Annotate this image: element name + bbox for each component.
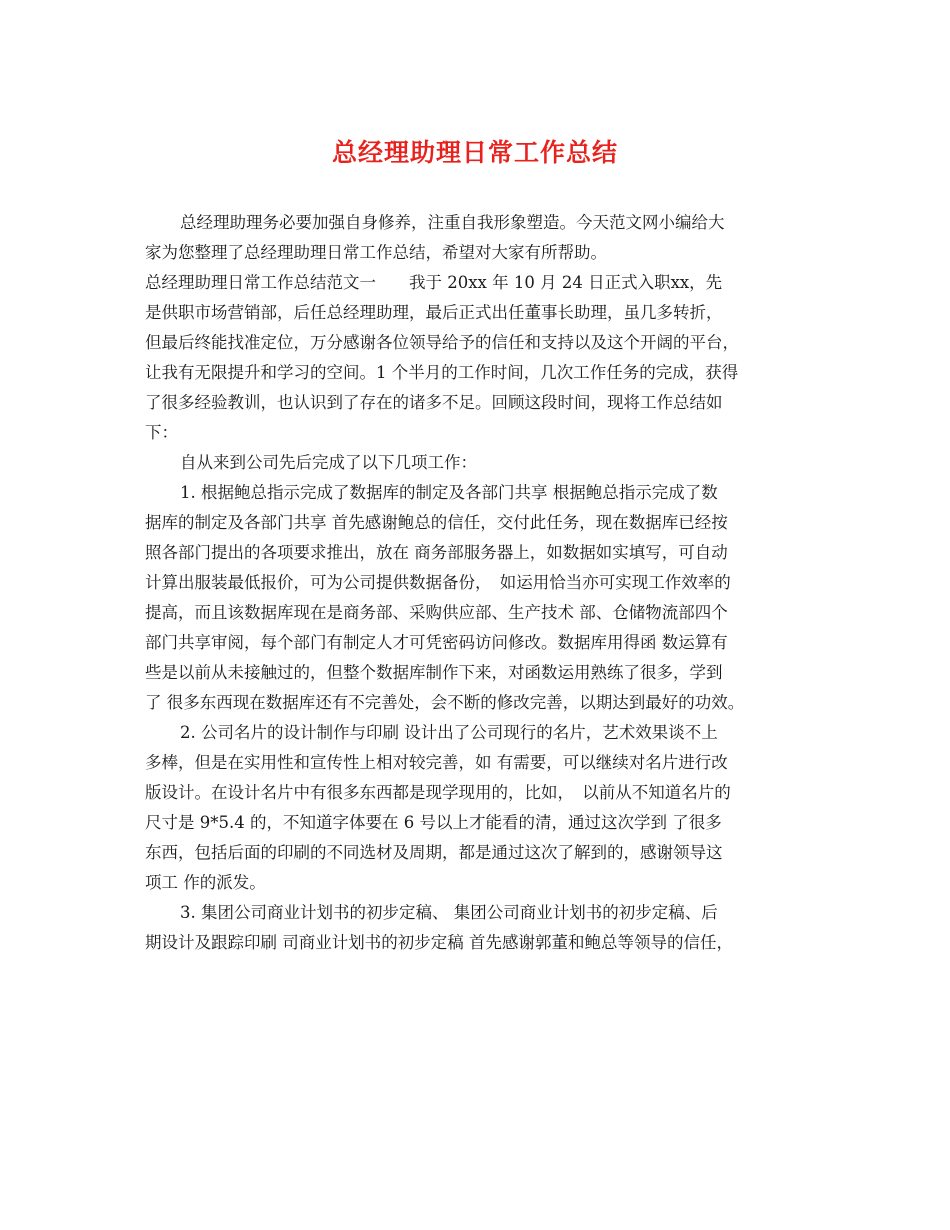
document-body bbox=[145, 208, 815, 958]
text-line: 3. 集团公司商业计划书的初步定稿、 集团公司商业计划书的初步定稿、后 bbox=[180, 903, 718, 922]
text-line: 但最后终能找准定位，万分感谢各位领导给予的信任和支持以及这个开阔的平台， bbox=[145, 333, 739, 352]
text-line: 是供职市场营销部，后任总经理助理，最后正式出任董事长助理，虽几多转折， bbox=[145, 303, 723, 322]
text-line: 总经理助理务必要加强自身修养，注重自我形象塑造。今天范文网小编给大 bbox=[180, 213, 725, 232]
text-line: 些是以前从未接触过的，但整个数据库制作下来，对函数运用熟练了很多，学到 bbox=[145, 663, 723, 682]
document-title: 总经理助理日常工作总结 bbox=[331, 138, 618, 167]
text-line: 家为您整理了总经理助理日常工作总结，希望对大家有所帮助。 bbox=[145, 243, 607, 262]
text-line: 下： bbox=[145, 423, 178, 442]
text-line: 东西，包括后面的印刷的不同选材及周期，都是通过这次了解到的，感谢领导这 bbox=[145, 843, 723, 862]
text-line: 多棒，但是在实用性和宣传性上相对较完善，如 有需要，可以继续对名片进行改 bbox=[145, 753, 728, 772]
text-line: 版设计。在设计名片中有很多东西都是现学现用的，比如， 以前从不知道名片的 bbox=[145, 783, 731, 802]
text-line: 提高，而且该数据库现在是商务部、采购供应部、生产技术 部、仓储物流部四个 bbox=[145, 603, 728, 622]
text-line: 计算出服装最低报价，可为公司提供数据备份， 如运用恰当亦可实现工作效率的 bbox=[145, 573, 731, 592]
text-line: 据库的制定及各部门共享 首先感谢鲍总的信任，交付此任务，现在数据库已经按 bbox=[145, 513, 728, 532]
text-line: 期设计及跟踪印刷 司商业计划书的初步定稿 首先感谢郭董和鲍总等领导的信任， bbox=[145, 933, 733, 952]
text-line: 让我有无限提升和学习的空间。1 个半月的工作时间，几次工作任务的完成，获得 bbox=[145, 363, 739, 382]
text-line: 1. 根据鲍总指示完成了数据库的制定及各部门共享 根据鲍总指示完成了数 bbox=[180, 483, 718, 502]
text-line: 2. 公司名片的设计制作与印刷 设计出了公司现行的名片，艺术效果谈不上 bbox=[180, 723, 718, 742]
text-line: 了很多经验教训，也认识到了存在的诸多不足。回顾这段时间，现将工作总结如 bbox=[145, 393, 723, 412]
text-line: 部门共享审阅，每个部门有制定人才可凭密码访问修改。数据库用得函 数运算有 bbox=[145, 633, 728, 652]
text-line: 项工 作的派发。 bbox=[145, 873, 266, 892]
text-line: 了 很多东西现在数据库还有不完善处，会不断的修改完善，以期达到最好的功效。 bbox=[145, 693, 745, 712]
text-line: 自从来到公司先后完成了以下几项工作： bbox=[180, 453, 477, 472]
text-line: 尺寸是 9*5.4 的，不知道字体要在 6 号以上才能看的清，通过这次学到 了很多 bbox=[145, 813, 722, 832]
text-line: 照各部门提出的各项要求推出，放在 商务部服务器上，如数据如实填写，可自动 bbox=[145, 543, 728, 562]
text-line: 总经理助理日常工作总结范文一 我于 20xx 年 10 月 24 日正式入职xx，先 bbox=[145, 273, 723, 292]
